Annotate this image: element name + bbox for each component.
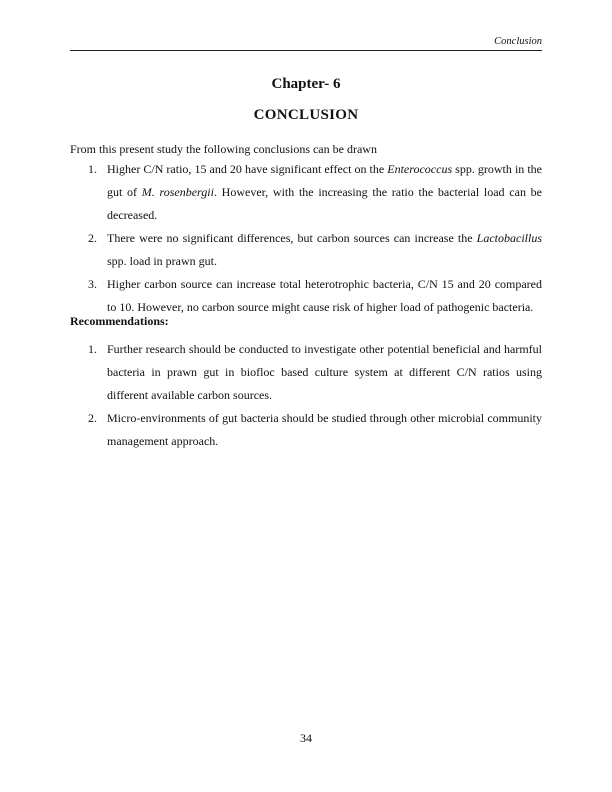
header-rule xyxy=(70,50,542,51)
list-text: Higher C/N ratio, 15 and 20 have significant effect on the xyxy=(107,162,388,176)
list-text: Higher carbon source can increase total heterotrophic bacteria, C/N 15 and 20 compared to 10. However, no carbon source might cause risk of higher load of pathogenic bacteria. xyxy=(107,277,542,314)
list-item xyxy=(70,158,542,227)
chapter-label: Chapter- 6 xyxy=(271,76,341,92)
list-text: There were no significant differences, but carbon sources can increase the xyxy=(107,231,477,245)
list-number: 3. xyxy=(88,277,97,291)
list-item xyxy=(70,227,542,273)
list-item xyxy=(70,273,542,319)
list-number: 1. xyxy=(88,162,97,176)
recommendations-heading: Recommendations: xyxy=(70,314,169,328)
running-header: Conclusion xyxy=(494,36,542,47)
species-name: Lactobacillus xyxy=(476,231,542,245)
chapter-title: CONCLUSION xyxy=(253,107,359,123)
list-text: Further research should be conducted to investigate other potential beneficial and harmful bacteria in prawn gut in biofloc based culture system at different C/N ratios using different available carbon sources. xyxy=(107,342,542,402)
conclusions-list xyxy=(70,158,542,319)
list-text: spp. load in prawn gut. xyxy=(107,254,217,268)
list-text: . However, with the increasing the ratio the bacterial load can be decreased. xyxy=(107,185,542,222)
intro-paragraph: From this present study the following conclusions can be drawn xyxy=(70,142,377,156)
list-item xyxy=(70,407,542,453)
species-name: M. rosenbergii xyxy=(141,185,214,199)
list-number: 2. xyxy=(88,411,97,425)
page-number: 34 xyxy=(300,731,312,745)
list-number: 2. xyxy=(88,231,97,245)
recommendations-list xyxy=(70,338,542,453)
list-number: 1. xyxy=(88,342,97,356)
list-item xyxy=(70,338,542,407)
species-name: Enterococcus xyxy=(387,162,453,176)
list-text: Micro-environments of gut bacteria should be studied through other microbial community management approach. xyxy=(107,411,542,448)
list-text: spp. growth in the gut of xyxy=(107,162,542,199)
